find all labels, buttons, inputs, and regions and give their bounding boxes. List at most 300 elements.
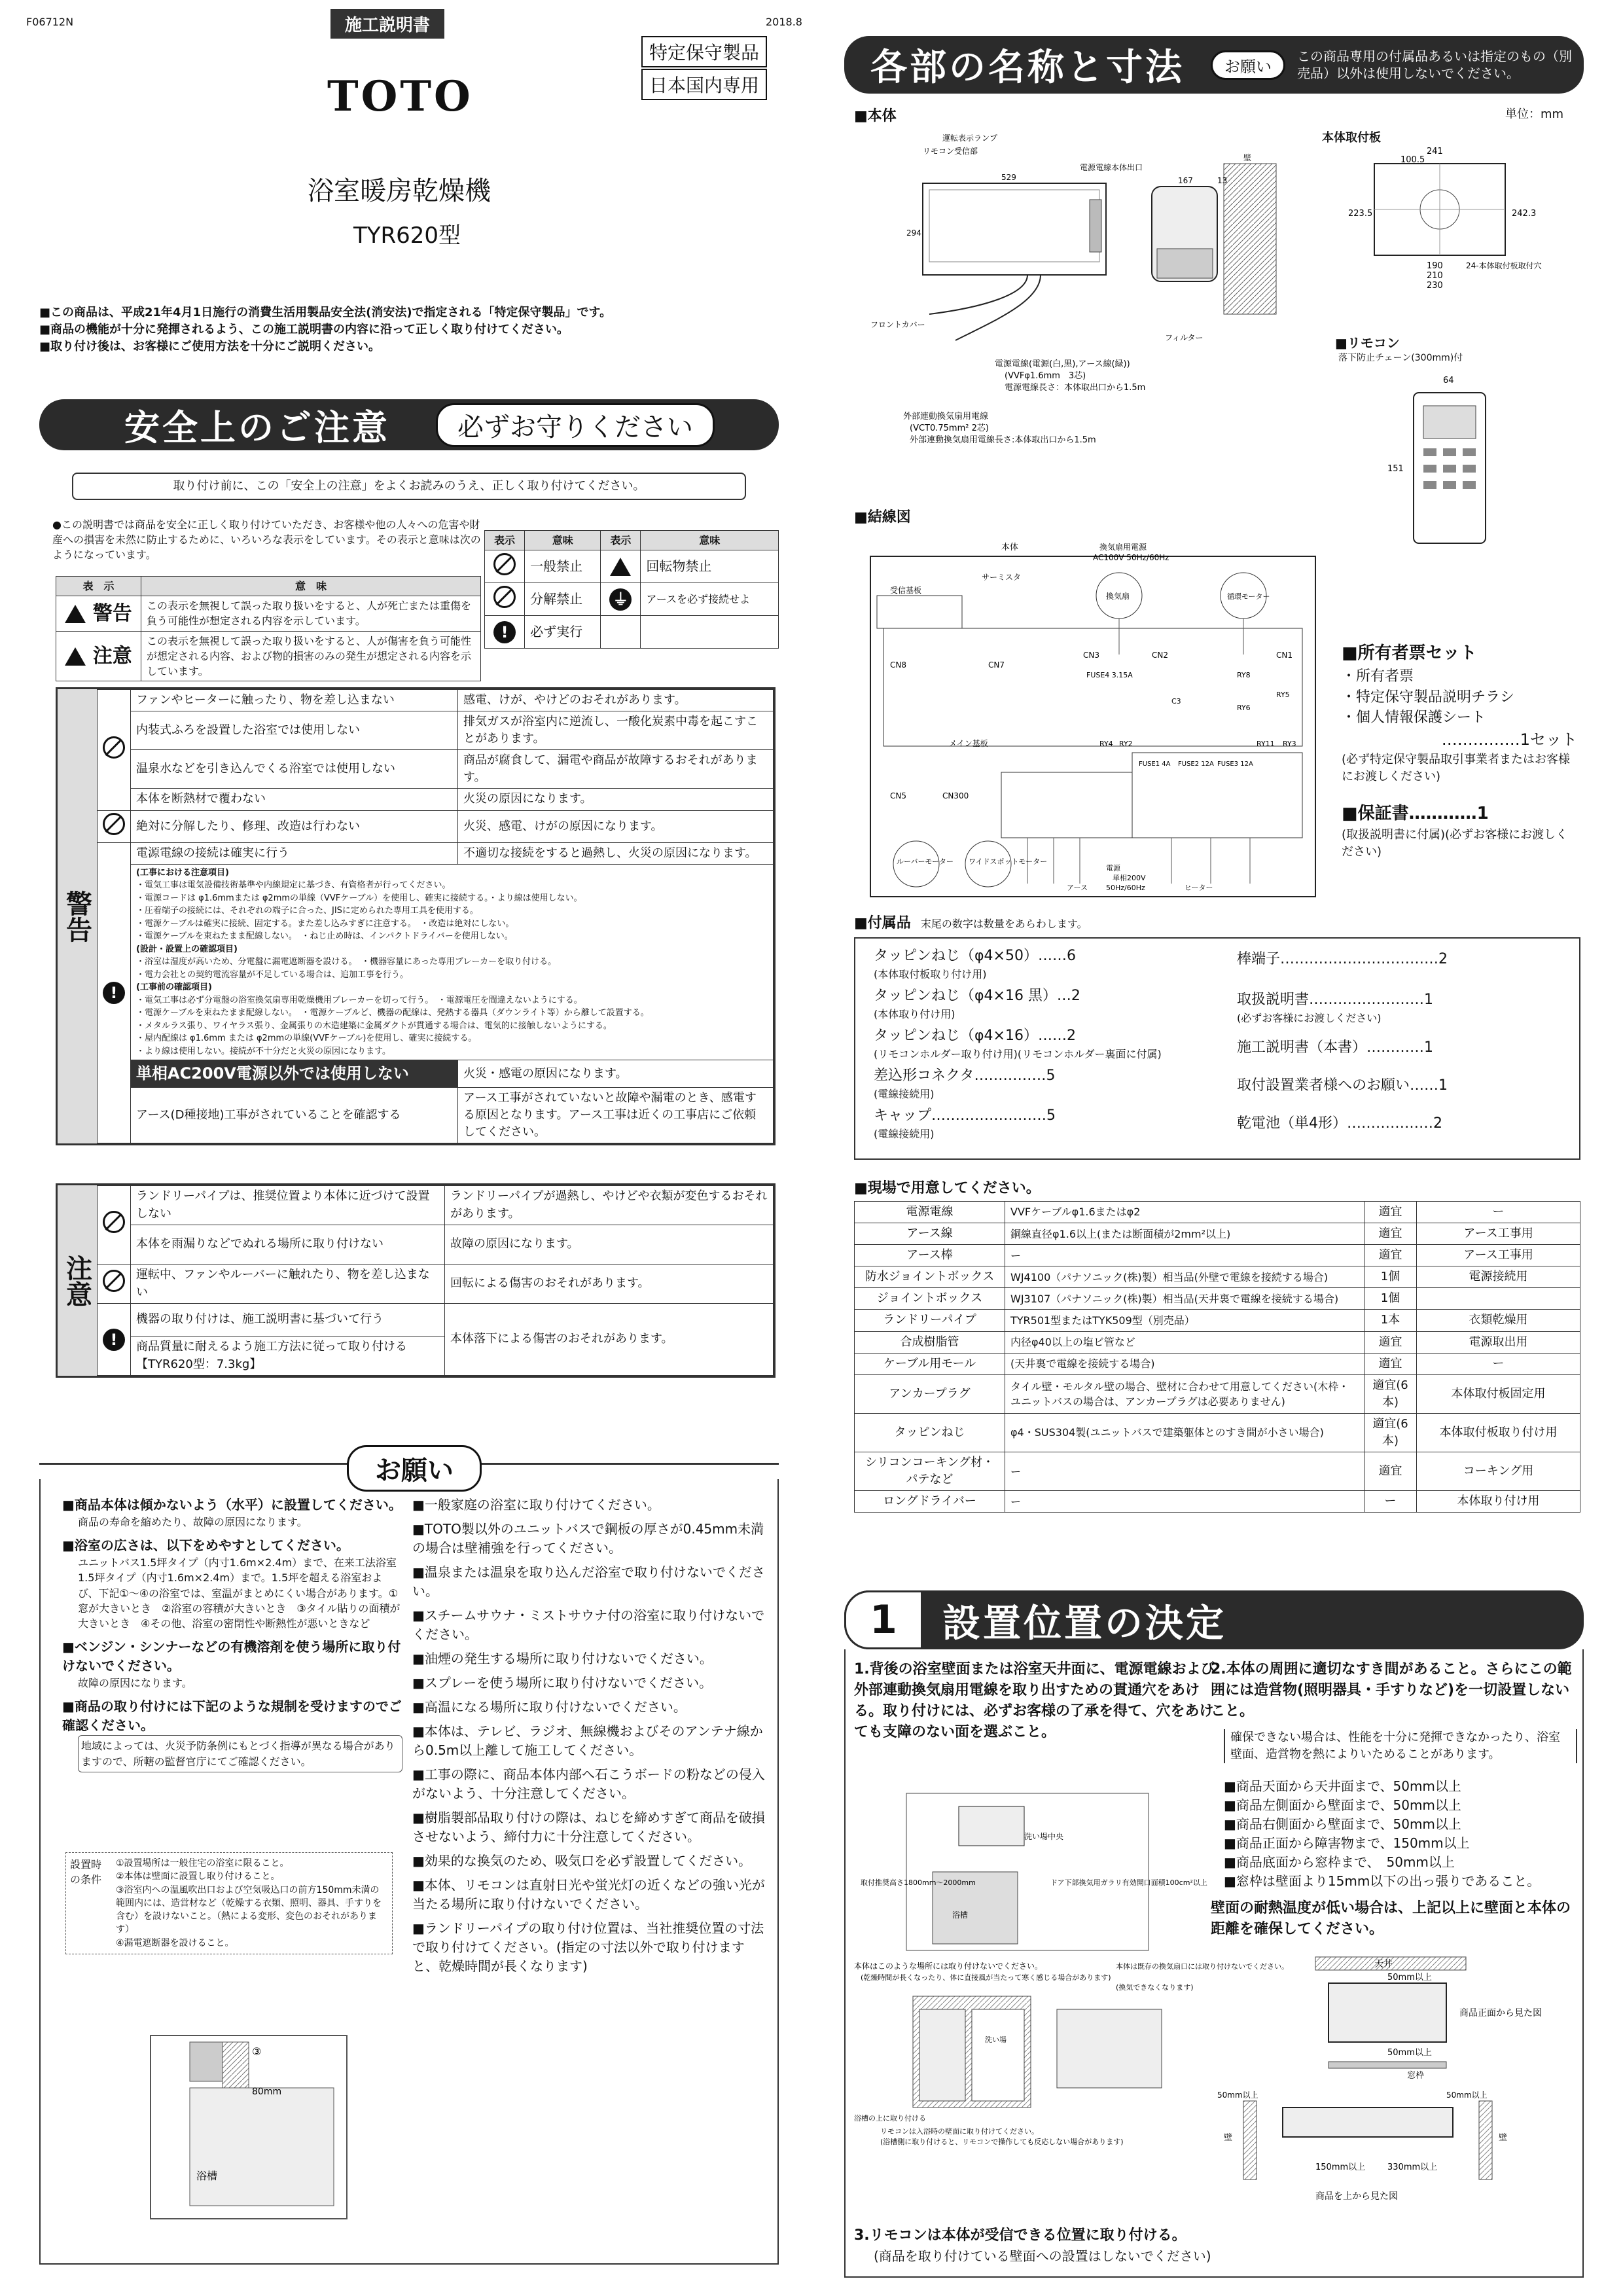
- site-cell: タイル壁・モルタル壁の場合、壁材に合わせて用意してください(木枠・ユニットバスの場合は、アンカープラグは必要ありません): [1005, 1374, 1364, 1413]
- diagram-label: (換気できなくなります): [1116, 1983, 1194, 1992]
- site-cell: 本体取り付け用: [1417, 1491, 1580, 1513]
- work-note: ・電源ケーブルを束ねたまま配線しない。 ・ねじ止め時は、インパクトドライバーを使用しない。: [136, 931, 513, 942]
- site-row: [855, 1374, 1580, 1413]
- dim: 167: [1178, 176, 1193, 185]
- diagram-label: 洗い場: [985, 2036, 1007, 2044]
- dim: 64: [1443, 376, 1454, 386]
- warning-result: 排気ガスが浴室内に逆流し、一酸化炭素中毒を起こすことがあります。: [458, 711, 774, 750]
- site-label: ■現場で用意してください。: [854, 1180, 1041, 1196]
- work-note: (設計・設置上の確認項目): [136, 944, 238, 954]
- site-cell: 1個: [1364, 1288, 1417, 1310]
- warning-item: 内装式ふろを設置した浴室では使用しない: [131, 711, 458, 750]
- touch-prohibit-icon: [103, 1270, 125, 1292]
- onegai-item: ■油煙の発生する場所に取り付けないでください。: [412, 1651, 713, 1666]
- owner-title: ■所有者票セット: [1342, 643, 1477, 663]
- diagram-label: 洗い場中央: [1024, 1832, 1064, 1841]
- earth-label: アース(D種接地)工事がされていることを確認する: [131, 1088, 458, 1143]
- acc-note: (電線接続用): [874, 1088, 935, 1101]
- work-note: ・屋内配線は φ1.6mm または φ2mmの単線(VVFケーブル)を使用し、確実に接続する。: [136, 1033, 477, 1044]
- annot: 壁: [1243, 153, 1252, 162]
- caution-item: 商品質量に耐えるよう施工方法に従って取り付ける【TYR620型：7.3kg】: [131, 1336, 445, 1376]
- work-note: ・電気工事は電気設備技術基準や内線規定に基づき、有資格者が行ってください。: [136, 880, 451, 891]
- annot: 本体: [1001, 543, 1019, 552]
- warning-result: 感電、けが、やけどのおそれがあります。: [458, 690, 774, 711]
- sym-meaning: 分解禁止: [525, 583, 601, 616]
- condition-item: ③浴室内への温風吹出口および空気吸込口の前方150mm未満の範囲内には、造営材など（乾燥する衣類、照明、器具、手すりを含む）を設けないこと。（熱による変形、変色のおそれがあります）: [116, 1884, 382, 1935]
- work-note: ・浴室は湿度が高いため、分電盤に漏電遮断器を設ける。 ・機器容量にあった専用ブレーカーを取り付ける。: [136, 957, 557, 967]
- caution-item: 本体を雨漏りなどでぬれる場所に取り付けない: [131, 1225, 445, 1265]
- work-note: ・電源ケーブルは確実に接続、固定する。また差し込みすぎに注意する。 ・改造は絶対にしない。: [136, 918, 514, 929]
- annot: C3: [1171, 697, 1181, 706]
- diagram-label: 50mm以上: [1387, 1973, 1432, 1982]
- install-p3-sub: (商品を取り付けている壁面への設置はしないでください): [874, 2248, 1211, 2264]
- onegai-item: ■高温になる場所に取り付けないでください。: [412, 1699, 687, 1715]
- warranty-title: ■保証書…………1: [1342, 804, 1489, 823]
- notice-line: ■商品の機能が十分に発揮されるよう、この施工説明書の内容に沿って正しく取り付けてください。: [39, 323, 569, 337]
- warning-block: [56, 687, 776, 1145]
- wiring-label: ■結線図: [854, 509, 911, 526]
- annot: CN2: [1152, 651, 1168, 660]
- dim: 294: [906, 228, 921, 238]
- diagram-label: 商品を上から見た図: [1315, 2191, 1398, 2202]
- onegai-item: ■ランドリーパイプの取り付け位置は、当社推奨位置の寸法で取り付けてください。(指定の寸法以外で取り付けますと、乾燥時間が長くなります): [412, 1920, 764, 1974]
- site-cell: 電源接続用: [1417, 1266, 1580, 1288]
- work-note: ・メタルラス張り、ワイヤラス張り、金属張りの木造建築に金属ダクトが貫通する場合は、電気的に接触しないようにする。: [136, 1020, 612, 1031]
- diagram-label: 50mm以上: [1446, 2090, 1488, 2100]
- annot: FUSE4 3.15A: [1086, 671, 1133, 679]
- site-cell: 内径φ40以上の塩ビ管など: [1005, 1331, 1364, 1353]
- work-note: ・電気工事は必ず分電盤の浴室換気扇専用乾燥機用ブレーカーを切って行う。 ・電源電圧を間違えないようにする。: [136, 995, 582, 1005]
- work-notes: [131, 864, 774, 1060]
- diagram-label: 80mm: [252, 2087, 282, 2097]
- work-note: (工事前の確認項目): [136, 982, 212, 993]
- work-note: ・圧着端子の接続には、それぞれの端子に合った、JISに定められた専用工具を使用する。: [136, 906, 478, 916]
- warning-label: 警告: [58, 689, 97, 1143]
- bath-diagram: [111, 2022, 360, 2238]
- annot: 受信基板: [890, 586, 922, 595]
- caution-meaning: この表示を無視して誤った取り扱いをすると、人が傷害を負う可能性が想定される内容、および物的損害のみの発生が想定される内容を示しています。: [141, 631, 481, 681]
- site-cell: ケーブル用モール: [855, 1353, 1005, 1374]
- acc-item: 棒端子……………………………2: [1237, 951, 1448, 967]
- wall-note: 壁面の耐熱温度が低い場合は、上記以上に壁面と本体の距離を確保してください。: [1211, 1900, 1571, 1937]
- warning-result: 不適切な接続をすると過熱し、火災の原因になります。: [458, 842, 774, 864]
- site-cell: (天井裏で電線を接続する場合): [1005, 1353, 1364, 1374]
- site-cell: ジョイントボックス: [855, 1288, 1005, 1310]
- safety-title: 安全上のご注意: [124, 406, 390, 448]
- dim: 13: [1217, 176, 1228, 185]
- clearance-list: [1224, 1777, 1577, 1891]
- annot: RY11: [1257, 740, 1275, 748]
- warning-word: 警告: [92, 601, 132, 625]
- caution-item: 運転中、ファンやルーバーに触れたり、物を差し込まない: [131, 1265, 445, 1304]
- mandatory-icon: !: [493, 621, 516, 643]
- acc-item: タッピンねじ（φ4×16 黒）…2: [874, 988, 1080, 1005]
- site-cell: ー: [1005, 1245, 1364, 1266]
- onegai-item: ■一般家庭の浴室に取り付けてください。: [412, 1497, 660, 1513]
- annot: (VCT0.75mm² 2芯): [910, 423, 989, 433]
- clearance-item: ■商品右側面から壁面まで、50mm以上: [1224, 1816, 1461, 1832]
- diagram-label: 本体は既存の換気扇口には取り付けないでください。: [1116, 1962, 1289, 1971]
- site-cell: タッピンねじ: [855, 1413, 1005, 1452]
- onegai-item: ■温泉または温泉を取り込んだ浴室で取り付けないでください。: [412, 1564, 765, 1599]
- caution-result: 故障の原因になります。: [445, 1225, 774, 1265]
- diagram-label: 150mm以上: [1315, 2162, 1366, 2172]
- warning-result: 商品が腐食して、漏電や商品が故障するおそれがあります。: [458, 750, 774, 789]
- annot: CN5: [890, 791, 906, 800]
- model-name: TYR620型: [353, 223, 461, 249]
- notice-line: ■取り付け後は、お客様にご使用方法を十分にご説明ください。: [39, 340, 381, 354]
- install-number: 1: [844, 1590, 923, 1649]
- site-cell: WJ3107（パナソニック(株)製）相当品(天井裏で電線を接続する場合): [1005, 1288, 1364, 1310]
- site-cell: 電源取出用: [1417, 1331, 1580, 1353]
- caution-label: 注意: [58, 1185, 97, 1376]
- acc-item: 差込形コネクタ……………5: [874, 1067, 1056, 1085]
- site-cell: 適宜: [1364, 1223, 1417, 1245]
- badge-special: 特定保守製品: [641, 36, 767, 67]
- acc-note: (本体取り付け用): [874, 1007, 955, 1020]
- work-note: ・電源ケーブルを束ねたまま配線しない。 ・電源ケーブルど、機器の配線は、発熱する器具（ダウンライト等）から離して設置する。: [136, 1008, 649, 1018]
- site-cell: φ4・SUS304製(ユニットバスで建築躯体とのすき間が小さい場合): [1005, 1413, 1364, 1452]
- site-cell: 適宜: [1364, 1353, 1417, 1374]
- earth-result: アース工事がされていないと故障や漏電のとき、感電する原因となります。アース工事は近くの工事店にご依頼してください。: [458, 1088, 774, 1143]
- caution-block: [56, 1183, 776, 1378]
- site-cell: 適宜: [1364, 1331, 1417, 1353]
- acc-item: 施工説明書（本書）…………1: [1237, 1039, 1433, 1056]
- diagram-label: (浴槽側に取り付けると、リモコンで操作しても反応しない場合があります): [880, 2138, 1124, 2146]
- diagram-label: ドア下部換気用ガラリ有効開口面積100cm²以上: [1050, 1878, 1207, 1887]
- owner-item: ・所有者票: [1342, 668, 1414, 685]
- site-cell: 衣類乾燥用: [1417, 1310, 1580, 1331]
- annot: 循環モーター: [1227, 592, 1270, 601]
- annot: FUSE1 4A: [1139, 761, 1171, 768]
- acc-note: (電線接続用): [874, 1128, 935, 1141]
- disassembly-prohibit-icon: [103, 813, 125, 835]
- mandatory-icon: !: [103, 982, 125, 1004]
- condition-box: [65, 1852, 393, 1954]
- site-cell: 銅線直径φ1.6以上(または断面積が2mm²以上): [1005, 1223, 1364, 1245]
- safety-band: [39, 399, 779, 450]
- onegai-item: ■本体、リモコンは直射日光や蛍光灯の近くなどの強い光が当たる場所に取り付けないでください。: [412, 1877, 765, 1912]
- warning-meaning: この表示を無視して誤った取り扱いをすると、人が死亡または重傷を負う可能性が想定される内容を示しています。: [141, 596, 481, 631]
- acc-label: ■付属品: [854, 915, 911, 931]
- acc-note: (必ずお客様にお渡しください): [1237, 1011, 1382, 1024]
- onegai-left: [62, 1496, 402, 1772]
- diagram-label: 50mm以上: [1387, 2048, 1432, 2058]
- site-cell: 本体取付板固定用: [1417, 1374, 1580, 1413]
- site-cell: ー: [1417, 1353, 1580, 1374]
- diagram-label: 330mm以上: [1387, 2162, 1438, 2172]
- site-cell: 防水ジョイントボックス: [855, 1266, 1005, 1288]
- body-label: ■本体: [854, 108, 897, 124]
- annot: 外部連動換気扇用電線: [903, 412, 989, 422]
- site-cell: アース工事用: [1417, 1223, 1580, 1245]
- site-row: [855, 1310, 1580, 1331]
- site-cell: TYR501型またはTYK509型（別売品）: [1005, 1310, 1364, 1331]
- acc-right: [1237, 949, 1564, 1134]
- site-cell: 適宜(6本): [1364, 1413, 1417, 1452]
- warning-item: 電源電線の接続は確実に行う: [131, 842, 458, 864]
- brand-logo: TOTO: [327, 72, 473, 121]
- onegai-sub: ユニットバス1.5坪タイプ（内寸1.6m×2.4m）まで、在来工法浴室1.5坪タイプ（内寸1.6m×2.4m）まで。1.5坪を超える浴室および、下記①～④の浴室では、室温がまとめにくい場合があります。①窓が大きいとき ②浴室の容積が大きいとき ③タイル貼りの面積が大きいとき ④その他、浴室の密閉性や断熱性が悪いときなど: [78, 1556, 401, 1630]
- onegai-item: ■商品本体は傾かないよう（水平）に設置してください。: [62, 1497, 402, 1513]
- site-cell: ー: [1005, 1452, 1364, 1491]
- work-note: ・電源コードは φ1.6mmまたは φ2mmの単線（VVFケーブル）を使用し、確実に接続する。・より線は使用しない。: [136, 893, 582, 903]
- warning-item: ファンやヒーターに触ったり、物を差し込まない: [131, 690, 458, 711]
- site-row: [855, 1331, 1580, 1353]
- site-table: [854, 1201, 1580, 1513]
- parts-onegai-text: この商品専用の付属品あるいは指定のもの（別売品）以外は使用しないでください。: [1297, 48, 1572, 81]
- annot: 外部連動換気扇用電線長さ:本体取出口から1.5m: [910, 435, 1096, 445]
- acc-item: 取付設置業者様へのお願い……1: [1237, 1077, 1448, 1094]
- onegai-item: ■商品の取り付けには下記のような規制を受けますのでご確認ください。: [62, 1698, 402, 1734]
- disassembly-prohibit-icon: [493, 586, 516, 608]
- annot: FUSE3 12A: [1217, 761, 1253, 768]
- onegai-item: ■TOTO製以外のユニットバスで鋼板の厚さが0.45mm未満の場合は壁補強を行ってください。: [412, 1521, 764, 1556]
- body-drawing: [851, 124, 1309, 465]
- symbol-table: [484, 530, 779, 649]
- annot: FUSE2 12A: [1178, 761, 1214, 768]
- caution-result: ランドリーパイプが過熱し、やけどや衣類が変色するおそれがあります。: [445, 1186, 774, 1225]
- warning-triangle-icon: [65, 605, 86, 623]
- diagram-label: 浴槽: [952, 1910, 969, 1920]
- dim: 223.5: [1348, 209, 1373, 219]
- annot: フロントカバー: [870, 320, 925, 329]
- onegai-right: [412, 1496, 769, 1981]
- annot: RY3: [1283, 740, 1296, 748]
- remote-drawing: [1361, 367, 1518, 556]
- warning-result: 火災の原因になります。: [458, 789, 774, 810]
- onegai-item: ■樹脂製部品取り付けの際は、ねじを締めすぎて商品を破損させないよう、締付力に十分注意してください。: [412, 1810, 765, 1844]
- site-cell: 1本: [1364, 1310, 1417, 1331]
- acc-left: [874, 946, 1214, 1141]
- annot: 運転表示ランプ: [942, 134, 998, 143]
- site-cell: WJ4100（パナソニック(株)製）相当品(外壁で電線を接続する場合): [1005, 1266, 1364, 1288]
- parts-onegai-badge: お願い: [1211, 50, 1285, 80]
- dim: 151: [1387, 464, 1404, 474]
- annot: 換気扇: [1106, 592, 1130, 601]
- site-cell: アース工事用: [1417, 1245, 1580, 1266]
- site-cell: 適宜: [1364, 1202, 1417, 1223]
- site-cell: 合成樹脂管: [855, 1331, 1005, 1353]
- dim: 210: [1427, 271, 1443, 281]
- site-cell: VVFケーブルφ1.6またはφ2: [1005, 1202, 1364, 1223]
- remote-label: ■リモコン: [1335, 335, 1400, 351]
- safety-desc: ●この説明書では商品を安全に正しく取り付けていただき、お客様や他の人々への危害や財産への損害を未然に防止するために、いろいろな表示をしています。その表示と意味は次のようになっています。: [52, 518, 481, 562]
- dim: 190: [1427, 261, 1443, 271]
- safety-intro: 取り付け前に、この「安全上の注意」をよくお読みのうえ、正しく取り付けてください。: [72, 473, 746, 500]
- site-cell: ー: [1005, 1491, 1364, 1513]
- onegai-sub: 地域によっては、火災予防条例にもとづく指導が異なる場合がありますので、所轄の監督官庁にてご確認ください。: [78, 1735, 402, 1772]
- notice-line: ■この商品は、平成21年4月1日施行の消費生活用製品安全法(消安法)で指定される「特定保守製品」です。: [39, 306, 612, 319]
- site-cell: アース線: [855, 1223, 1005, 1245]
- legend-head: 表 示: [56, 577, 141, 596]
- clearance-diagrams: [1217, 1950, 1571, 2206]
- rotation-prohibit-icon: [610, 558, 631, 576]
- site-row: [855, 1491, 1580, 1513]
- site-cell: ランドリーパイプ: [855, 1310, 1005, 1331]
- notice-list: [39, 304, 779, 355]
- site-cell: 適宜(6本): [1364, 1374, 1417, 1413]
- sym-meaning: 必ず実行: [525, 616, 601, 649]
- diagram-label: 取付推奨高さ1800mm～2000mm: [861, 1878, 976, 1887]
- earth-icon: ⏚: [609, 588, 632, 611]
- doc-code: F06712N: [26, 16, 74, 28]
- accessories-header: [854, 913, 1088, 934]
- ac-result: 火災・感電の原因になります。: [458, 1060, 774, 1088]
- clearance-item: ■商品正面から障害物まで、150mm以上: [1224, 1835, 1470, 1851]
- annot: RY4: [1099, 740, 1113, 748]
- annot: 電源電線(電源(白,黒),アース線(緑)): [995, 359, 1130, 369]
- warning-result: 火災、感電、けがの原因になります。: [458, 810, 774, 842]
- product-name: 浴室暖房乾燥機: [308, 176, 491, 206]
- onegai-item: ■ベンジン・シンナーなどの有機溶剤を使う場所に取り付けないでください。: [62, 1639, 401, 1674]
- install-p1: 1.背後の浴室壁面または浴室天井面に、電源電線および外部連動換気扇用電線を取り出すための貫通穴をあける。取り付けには、必ずお客様の了承を得て、穴をあけても支障のない面を選ぶこと。: [854, 1661, 1215, 1740]
- acc-item: 乾電池（単4形）………………2: [1237, 1115, 1442, 1132]
- mount-plate-drawing: [1315, 144, 1577, 295]
- diagram-label: ③: [252, 2045, 262, 2058]
- annot: 単相200V: [1113, 874, 1146, 882]
- dim: 230: [1427, 281, 1443, 291]
- annot: ルーバーモーター: [897, 857, 954, 866]
- annot: CN3: [1083, 651, 1099, 660]
- sym-head: 意味: [641, 531, 779, 550]
- prohibit-icon: [103, 736, 125, 759]
- install-p3: 3.リモコンは本体が受信できる位置に取り付ける。: [854, 2227, 1186, 2244]
- caution-result: 回転による傷害のおそれがあります。: [445, 1265, 774, 1304]
- site-row: [855, 1266, 1580, 1288]
- acc-item: キャップ……………………5: [874, 1107, 1056, 1124]
- annot: RY6: [1237, 704, 1251, 712]
- sym-meaning: 回転物禁止: [641, 550, 779, 583]
- caution-result: 本体落下による傷害のおそれがあります。: [445, 1304, 774, 1376]
- clearance-item: ■商品底面から窓枠まで、 50mm以上: [1224, 1854, 1455, 1870]
- warranty: [1342, 802, 1577, 861]
- annot: RY8: [1237, 671, 1251, 679]
- site-row: [855, 1288, 1580, 1310]
- onegai-item: ■工事の際に、商品本体内部へ石こうボードの粉などの侵入がないよう、十分注意してください。: [412, 1767, 765, 1801]
- mount-plate-label: 本体取付板: [1322, 131, 1381, 145]
- legend-table: [56, 576, 481, 681]
- unit-label: 単位：mm: [1505, 107, 1564, 121]
- diagram-label: 50mm以上: [1217, 2090, 1258, 2100]
- annot: 換気扇用電源: [1099, 543, 1147, 552]
- site-row: [855, 1223, 1580, 1245]
- annot: 50Hz/60Hz: [1106, 884, 1145, 892]
- ac-label: 単相AC200V電源以外では使用しない: [131, 1060, 458, 1088]
- caution-item: ランドリーパイプは、推奨位置より本体に近づけて設置しない: [131, 1186, 445, 1225]
- onegai-sub: 商品の寿命を縮めたり、故障の原因になります。: [78, 1516, 308, 1528]
- diagram-label: 壁: [1499, 2133, 1508, 2143]
- diagram-label: 窓枠: [1407, 2071, 1425, 2081]
- dim: 241: [1427, 147, 1443, 156]
- onegai-item: ■本体は、テレビ、ラジオ、無線機およびそのアンテナ線から0.5m以上離して施工してください。: [412, 1723, 763, 1758]
- site-cell: アース棒: [855, 1245, 1005, 1266]
- diagram-label: (乾燥時間が長くなったり、体に直接風が当たって寒く感じる場合があります): [861, 1973, 1111, 1982]
- site-cell: [1417, 1288, 1580, 1310]
- owner-item: ・特定保守製品説明チラシ: [1342, 689, 1515, 706]
- annot: RY2: [1119, 740, 1133, 748]
- wiring-diagram: [857, 537, 1329, 916]
- annot: メイン基板: [949, 739, 988, 748]
- caution-word: 注意: [92, 644, 132, 668]
- onegai-item: ■浴室の広さは、以下をめやすとしてください。: [62, 1537, 349, 1554]
- warning-item: 本体を断熱材で覆わない: [131, 789, 458, 810]
- diagram-label: 壁: [1224, 2133, 1233, 2143]
- warranty-note: (取扱説明書に付属)(必ずお客様にお渡しください): [1342, 827, 1568, 859]
- site-cell: シリコンコーキング材・パテなど: [855, 1452, 1005, 1491]
- site-cell: 適宜: [1364, 1245, 1417, 1266]
- annot: CN1: [1276, 651, 1293, 660]
- onegai-item: ■スチームサウナ・ミストサウナ付の浴室に取り付けないでください。: [412, 1607, 765, 1642]
- annot: 電源: [1106, 864, 1120, 872]
- site-row: [855, 1413, 1580, 1452]
- annot: CN300: [942, 791, 969, 800]
- site-row: [855, 1202, 1580, 1223]
- annot: 電源電線長さ：本体取出口から1.5m: [1005, 383, 1146, 393]
- clearance-item: ■商品天面から天井面まで、50mm以上: [1224, 1778, 1461, 1794]
- site-cell: ー: [1364, 1491, 1417, 1513]
- onegai-item: ■スプレーを使う場所に取り付けないでください。: [412, 1675, 713, 1691]
- diagram-label: リモコンは入浴時の壁面に取り付けてください。: [880, 2127, 1039, 2136]
- site-cell: 1個: [1364, 1266, 1417, 1288]
- sym-head: 表示: [601, 531, 641, 550]
- site-cell: 本体取付板取り付け用: [1417, 1413, 1580, 1452]
- sym-head: 意味: [525, 531, 601, 550]
- annot: ワイドスポットモーター: [969, 857, 1048, 866]
- annot: (VVFφ1.6mm 3芯): [1005, 371, 1086, 381]
- dim: 242.3: [1512, 209, 1537, 219]
- site-row: [855, 1452, 1580, 1491]
- diagram-label: 商品正面から見た図: [1459, 2008, 1542, 2018]
- annot: RY5: [1276, 691, 1290, 699]
- work-note: ・より線は使用しない。接続が不十分だと火災の原因になります。: [136, 1046, 391, 1056]
- acc-item: 取扱説明書……………………1: [1237, 991, 1433, 1008]
- doc-kind: 施工説明書: [330, 9, 444, 39]
- annot: フィルター: [1165, 333, 1204, 342]
- badge-domestic: 日本国内専用: [641, 69, 767, 100]
- site-cell: 適宜: [1364, 1452, 1417, 1491]
- caution-item: 機器の取り付けは、施工説明書に基づいて行う: [131, 1304, 445, 1336]
- condition-item: ①設置場所は一般住宅の浴室に限ること。: [116, 1858, 289, 1869]
- site-row: [855, 1353, 1580, 1374]
- annot: CN8: [890, 660, 906, 670]
- annot: 電源電線本体出口: [1080, 163, 1143, 172]
- install-band: [844, 1590, 1584, 1649]
- acc-note: (本体取付板取り付け用): [874, 967, 987, 980]
- owner-item: ・個人情報保護シート: [1342, 709, 1486, 726]
- warning-item: 温泉水などを引き込んでくる浴室では使用しない: [131, 750, 458, 789]
- install-p2-note: 確保できない場合は、性能を十分に発揮できなかったり、浴室壁面、造営物を熱によりいためることがあります。: [1224, 1729, 1577, 1763]
- site-cell: アンカープラグ: [855, 1374, 1005, 1413]
- date: 2018.8: [766, 16, 802, 28]
- annot: CN7: [988, 660, 1005, 670]
- install-title: 設置位置の決定: [942, 1601, 1227, 1645]
- dim: 529: [1001, 173, 1016, 182]
- sym-meaning: 一般禁止: [525, 550, 601, 583]
- sym-meaning: アースを必ず接続せよ: [641, 583, 779, 616]
- onegai-title: お願い: [347, 1445, 482, 1492]
- warning-item: 絶対に分解したり、修理、改造は行わない: [131, 810, 458, 842]
- owner-note: (必ず特定保守製品取引事業者またはお客様にお渡しください): [1342, 753, 1571, 784]
- acc-item: タッピンねじ（φ4×50）……6: [874, 948, 1076, 964]
- dim: 100.5: [1400, 155, 1425, 165]
- annot: ヒーター: [1185, 884, 1213, 892]
- work-note: (工事における注意項目): [136, 867, 229, 878]
- prohibit-icon: [103, 1211, 125, 1233]
- site-cell: 電源電線: [855, 1202, 1005, 1223]
- parts-band: [844, 36, 1584, 94]
- site-row: [855, 1245, 1580, 1266]
